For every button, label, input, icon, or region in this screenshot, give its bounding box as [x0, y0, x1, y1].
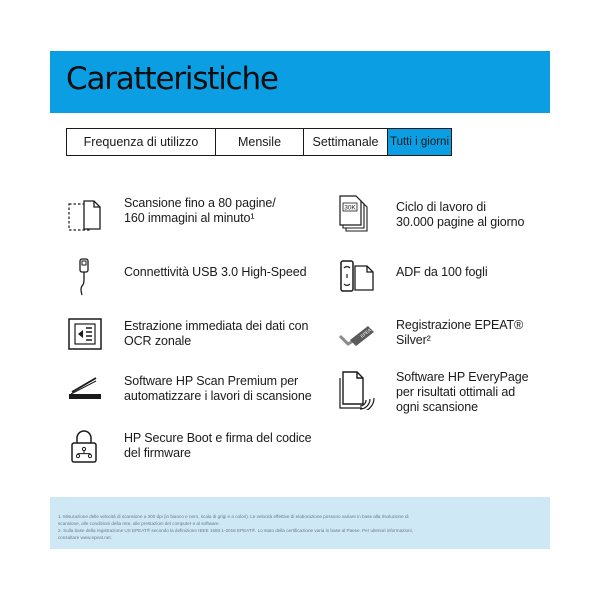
- feature-text-line: Connettività USB 3.0 High-Speed: [124, 265, 307, 279]
- epeat-logo-icon: [338, 316, 378, 356]
- feature-adf: [338, 256, 488, 296]
- flatbed-scanner-icon: [66, 372, 106, 412]
- header-banner: [50, 51, 550, 113]
- usb-cable-icon: [66, 257, 106, 297]
- feature-scan-premium: [66, 372, 312, 412]
- frequency-table: [66, 128, 452, 156]
- feature-text-line: HP Secure Boot e firma del codice: [124, 431, 312, 445]
- feature-text-line: Software HP EveryPage: [396, 370, 529, 384]
- feature-text-line: Registrazione EPEAT®: [396, 318, 524, 332]
- feature-text-line: OCR zonale: [124, 334, 192, 348]
- feature-text-line: Silver²: [396, 333, 431, 347]
- footnotes-panel: [50, 497, 550, 549]
- feature-epeat: [338, 316, 523, 356]
- feature-text-line: Software HP Scan Premium per: [124, 374, 299, 388]
- feature-scan-speed: [66, 196, 276, 236]
- feature-text-line: Scansione fino a 80 pagine/: [124, 196, 276, 210]
- duty-cycle-icon: [338, 194, 378, 234]
- feature-secure-boot: [66, 428, 312, 468]
- frequency-label: Frequenza di utilizzo: [83, 135, 199, 149]
- feature-everypage: [338, 370, 528, 415]
- feature-text-line: del firmware: [124, 446, 191, 460]
- ocr-extraction-icon: [66, 316, 106, 356]
- frequency-option-daily-selected: Tutti i giorni: [387, 129, 451, 155]
- feature-text-line: automatizzare i lavori di scansione: [124, 389, 312, 403]
- feature-text-line: ADF da 100 fogli: [396, 265, 488, 279]
- footnote-line: 1. Misurazione delle velocità di scansione a 300 dpi (in bianco e nero, scala di grigi e a colori). Le velocità effettive di elaborazione possono variare in base alla risoluzione di: [58, 514, 409, 519]
- feature-ocr: [66, 316, 308, 356]
- frequency-option-monthly: Mensile: [215, 129, 303, 155]
- footnote-line: consultare www.epeat.net.: [58, 535, 112, 540]
- feature-text-line: per risultati ottimali ad: [396, 385, 516, 399]
- feature-duty-cycle: [338, 194, 524, 234]
- footnote-line: scansione, alle condizioni della rete, alle prestazioni del computer e al software.: [58, 521, 220, 526]
- feature-text-line: Estrazione immediata dei dati con: [124, 319, 309, 333]
- feature-text-line: ogni scansione: [396, 400, 478, 414]
- adf-icon: [338, 256, 378, 296]
- epeat-logo-text: EPEAT: [359, 325, 374, 339]
- page-title: Caratteristiche: [66, 61, 278, 97]
- feature-text-line: Ciclo di lavoro di: [396, 200, 486, 214]
- frequency-option-weekly: Settimanale: [303, 129, 387, 155]
- footnote-line: 2. Sulla base della registrazione US EPEAT® secondo la definizione IEEE 1680.1-2018 EPEAT®. Lo stato della certificazione varia in base al Paese. Per ulteriori informazioni,: [58, 528, 413, 533]
- everypage-icon: [338, 370, 378, 410]
- duty-cycle-badge: 30K: [344, 204, 356, 212]
- feature-usb: [66, 257, 306, 297]
- feature-text-line: 160 immagini al minuto¹: [124, 211, 255, 225]
- scan-document-icon: [66, 196, 106, 236]
- padlock-network-icon: [66, 428, 106, 468]
- feature-text-line: 30.000 pagine al giorno: [396, 215, 525, 229]
